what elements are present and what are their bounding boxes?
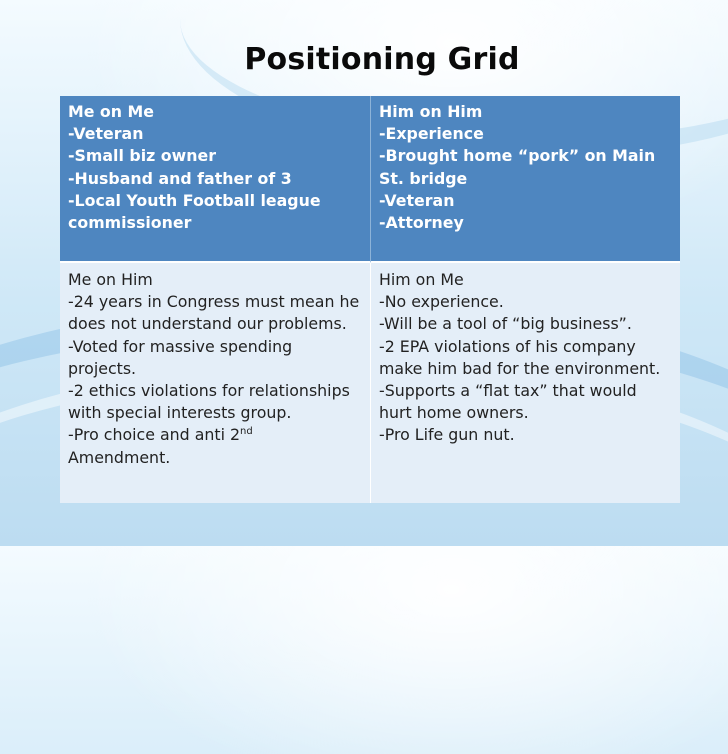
slide-title: Positioning Grid <box>244 42 520 77</box>
cell-heading: Him on Him <box>379 102 483 121</box>
list-item: -Veteran <box>68 124 144 144</box>
list-item: Amendment. <box>68 447 171 467</box>
positioning-grid-table <box>60 96 680 503</box>
cell-him-on-me <box>371 263 680 503</box>
list-item: -Veteran <box>379 190 455 210</box>
list-item: -Will be a tool of “big business”. <box>379 314 632 334</box>
cell-me-on-me <box>60 96 371 263</box>
list-item-pro-choice <box>68 424 362 446</box>
list-item: -Small biz owner <box>68 146 216 166</box>
cell-heading: Him on Me <box>379 270 464 289</box>
list-item: -Voted for massive spending projects. <box>68 336 293 378</box>
list-item: -2 EPA violations of his company make him bad for the environment. <box>379 336 661 378</box>
cell-me-on-him <box>60 263 371 503</box>
list-item: -Local Youth Football league commissioner <box>68 190 321 233</box>
list-item: -Experience <box>379 124 484 144</box>
list-item: -Pro Life gun nut. <box>379 425 515 445</box>
list-item: -Husband and father of 3 <box>68 168 292 188</box>
list-item: -24 years in Congress must mean he does not understand our problems. <box>68 292 360 334</box>
list-item: -Brought home “pork” on Main St. bridge <box>379 146 656 188</box>
cell-him-on-him <box>371 96 680 263</box>
cell-heading: Me on Him <box>68 270 153 289</box>
list-item: -Supports a “flat tax” that would hurt home owners. <box>379 381 637 423</box>
list-item: -2 ethics violations for relationships with special interests group. <box>68 381 350 423</box>
list-item: -No experience. <box>379 292 504 312</box>
list-item: -Attorney <box>379 213 464 233</box>
ordinal-superscript: nd <box>240 426 253 438</box>
list-item-text: -Pro choice and anti 2 <box>68 425 241 445</box>
cell-heading: Me on Me <box>68 102 154 121</box>
